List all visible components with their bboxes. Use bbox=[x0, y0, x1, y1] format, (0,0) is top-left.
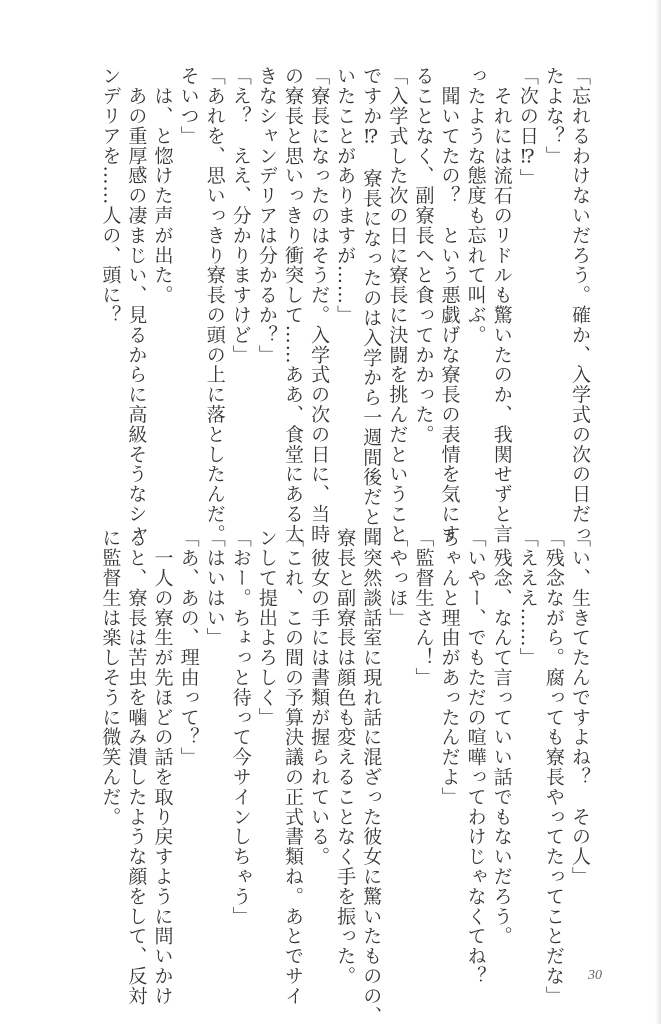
lower-text-block bbox=[97, 528, 593, 1026]
text-line: は、と惚けた声が出た。 bbox=[151, 66, 174, 305]
text-line: 「いやー、でもただの喧嘩ってわけじゃなくてね？ bbox=[464, 528, 487, 986]
text-line: 「おー。ちょっと待って今サインしちゃう」 bbox=[229, 528, 252, 926]
text-line: ちゃんと理由があったんだよ」 bbox=[438, 528, 461, 807]
text-line: 「やっほ」 bbox=[386, 528, 409, 628]
text-line: 「寮長になったのはそうだ。入学式の次の日に、当時 bbox=[308, 66, 331, 544]
text-line: ったような態度も忘れて叫ぶ。 bbox=[464, 66, 487, 345]
page-edge bbox=[655, 0, 661, 1024]
text-line: きなシャンデリアは分かるか？」 bbox=[255, 66, 278, 365]
text-line: ですか⁉ 寮長になったのは入学から一週間後だと聞 bbox=[360, 66, 383, 547]
text-line: ることなく、副寮長へと食ってかかった。 bbox=[412, 66, 435, 445]
text-line: 残念、なんて言っていい話でもないだろう。 bbox=[490, 528, 513, 946]
text-line: 「えええ……」 bbox=[516, 528, 539, 668]
text-line: あの重厚感の凄まじい、見るからに高級そうなシャ bbox=[125, 66, 148, 544]
text-line: たよな？」 bbox=[542, 66, 565, 166]
text-line: 「入学式した次の日に寮長に決闘を挑んだということ bbox=[386, 66, 409, 544]
text-line: 「次の日⁉」 bbox=[516, 66, 539, 189]
text-line: 聞いてたの？ という悪戯げな寮長の表情を気にす bbox=[438, 66, 461, 544]
text-line: の寮長と思いっきり衝突して……ああ、食堂にある大 bbox=[281, 66, 304, 544]
text-line: 「これ、この間の予算決議の正式書類ね。あとでサイ bbox=[281, 528, 304, 1006]
text-line: ンデリアを……人の、頭に？ bbox=[99, 66, 122, 325]
text-line: 「あ、あの、理由って？」 bbox=[177, 528, 200, 767]
text-line: ンして提出よろしく」 bbox=[255, 528, 278, 727]
text-line: いたことがありますが……」 bbox=[334, 66, 357, 325]
text-line: 「忘れるわけないだろう。確か、入学式の次の日だっ bbox=[569, 66, 591, 544]
text-line: 突然談話室に現れ話に混ざった彼女に驚いたものの、 bbox=[360, 528, 383, 1026]
text-line: 「い、生きてたんですよね？ その人」 bbox=[569, 528, 591, 887]
text-line: 「はいはい」 bbox=[203, 528, 226, 648]
text-line: 「え？ ええ、分かりますけど」 bbox=[229, 66, 252, 365]
upper-text-block bbox=[97, 66, 593, 547]
text-line: 一人の寮生が先ほどの話を取り戻すように問いかけ bbox=[151, 528, 174, 1006]
text-line: そいつ」 bbox=[177, 66, 200, 146]
text-line: それには流石のリドルも驚いたのか、我関せずと言 bbox=[490, 66, 513, 544]
text-line: 寮長と副寮長は顔色も変えることなく手を振った。 bbox=[334, 528, 357, 986]
text-line: に監督生は楽しそうに微笑んだ。 bbox=[99, 528, 122, 827]
text-line: 彼女の手には書類が握られている。 bbox=[308, 528, 331, 867]
text-line: 「あれを、思いっきり寮長の頭の上に落としたんだ。 bbox=[203, 66, 226, 544]
text-line: 「監督生さん！」 bbox=[412, 528, 435, 688]
text-line: ると、寮長は苦虫を噛み潰したような顔をして、反対 bbox=[125, 528, 148, 1006]
page-number: 30 bbox=[588, 968, 602, 983]
text-line: 「残念ながら。腐っても寮長やってたってことだな」 bbox=[542, 528, 565, 1006]
